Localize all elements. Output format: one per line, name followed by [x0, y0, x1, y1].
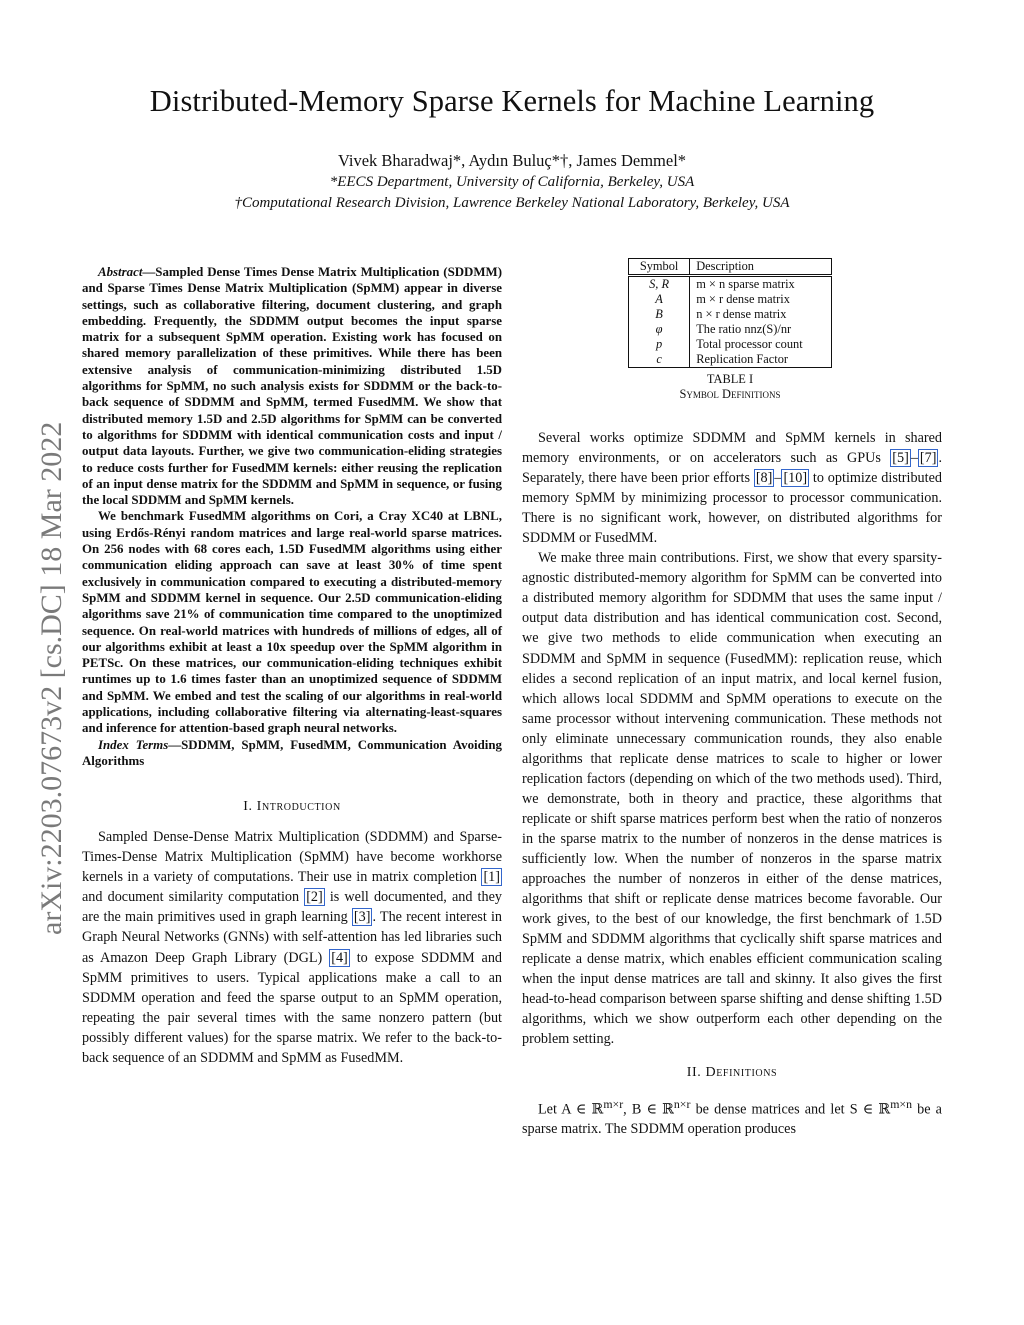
section-heading-definitions: II. Definitions	[686, 1065, 778, 1081]
table-row: B n × r dense matrix	[629, 307, 832, 322]
abstract	[82, 264, 502, 769]
citation-link[interactable]: [4]	[331, 949, 348, 966]
table-header-description: Description	[690, 259, 832, 276]
table-row: c Replication Factor	[629, 352, 832, 368]
abstract-paragraph-1: Abstract—Sampled Dense Times Dense Matrix Multiplication (SDDMM) and Sparse Times Dense Matrix Multiplication (SpMM) appear in diverse settings, such as collaborative filtering, document clustering, and graph embedding. Frequently, the SDDMM output becomes the input sparse matrix for a subsequent SpMM operation. Existing work has focused on shared memory parallelization of these primitives. While there has been extensive analysis of communication-minimizing distributed 1.5D algorithms for SpMM, no such analysis exists for SDDMM or the back-to-back sequence of SDDMM and SpMM, termed FusedMM. We show that distributed memory 1.5D and 2.5D algorithms for SpMM can be converted to algorithms for SDDMM with identical communication costs and input / output data layouts. Further, we give two communication-eliding strategies to reduce costs further for FusedMM kernels: either reusing the replication of an input dense matrix for the SDDMM and SpMM in sequence, or fusing the local SDDMM and SpMM kernels.	[82, 265, 502, 508]
table-header-symbol: Symbol	[629, 259, 690, 276]
citation-link[interactable]: [8]	[755, 470, 773, 487]
citation-link[interactable]: [10]	[783, 470, 808, 487]
index-terms-text: SDDMM, SpMM, FusedMM, Communication Avoiding Algorithms	[82, 737, 502, 768]
table-row: p Total processor count	[629, 337, 832, 352]
right-column	[522, 428, 942, 1139]
index-terms-label: Index Terms	[98, 737, 169, 752]
citation-link[interactable]: [2]	[306, 889, 323, 906]
abstract-text-2: We benchmark FusedMM algorithms on Cori, a Cray XC40 at LBNL, using Erdős-Rényi random matrices and large real-world sparse matrices. On 256 nodes with 68 cores each, 1.5D FusedMM algorithms using either communication eliding approach can save at least 30% of time spent exclusively in communication compared to executing a distributed-memory SpMM and SDDMM kernel in sequence. Our 2.5D communication-eliding algorithms save 21% of communication time compared to the unoptimized sequence. On real-world matrices with hundreds of millions of edges, all of our algorithms exhibit at least a 10x speedup over the SpMM algorithm in PETSc. On these matrices, our communication-eliding techniques exhibit runtimes up to 1.6 times faster than an unoptimized sequence of SDDMM and SpMM. We embed and test the scaling of our algorithms in real-world applications, including collaborative filtering via alternating-least-squares and inference for attention-based graph neural networks.	[82, 509, 502, 736]
index-terms: Index Terms—SDDMM, SpMM, FusedMM, Communication Avoiding Algorithms	[82, 737, 502, 768]
symbol-definitions-table	[628, 258, 832, 368]
table-caption-text: Symbol Definitions	[679, 387, 781, 401]
arxiv-identifier-stamp: arXiv:2203.07673v2 [cs.DC] 18 Mar 2022	[35, 421, 68, 935]
paper-title: Distributed-Memory Sparse Kernels for Machine Learning	[149, 84, 875, 118]
table-caption-label: TABLE I	[706, 372, 754, 386]
intro-paragraph-1: Sampled Dense-Dense Matrix Multiplication (SDDMM) and Sparse-Times-Dense Matrix Multiplication (SpMM) have become workhorse kernels in a variety of computations. Their use in matrix completion [1] and document similarity computation [2] is well documented, and they are the main primitives used in graph learning [3] . The recent interest in Graph Neural Networks (GNNs) with self-attention has led libraries such as Amazon Deep Graph Library (DGL) [4] to expose SDDMM and SpMM primitives to users. Typical applications make a call to an SDDMM operation and feed the sparse output to an SpMM operation, repeating the pair several times with the same nonzero pattern (but possibly different values) for the sparse matrix. We refer to the back-to-back sequence of an SDDMM and SpMM as FusedMM.	[82, 829, 503, 1066]
citation-link[interactable]: [5]	[892, 450, 909, 467]
citation-link[interactable]: [3]	[353, 909, 371, 926]
abstract-text-1: Sampled Dense Times Dense Matrix Multiplication (SDDMM) and Sparse Times Dense Matrix Multiplication (SpMM) appear in diverse settings, such as collaborative filtering, document clustering, and graph embedding. Frequently, the SDDMM output becomes the input sparse matrix for a subsequent SpMM operation. Existing work has focused on shared memory parallelization of these primitives. While there has been extensive analysis of communication-minimizing distributed 1.5D algorithms for SpMM, no such analysis exists for SDDMM or the back-to-back sequence of SDDMM and SpMM, termed FusedMM. We show that distributed memory 1.5D and 2.5D algorithms for SpMM can be converted to algorithms for SDDMM with identical communication costs and input / output data layouts. Further, we give two communication-eliding strategies to reduce costs further for FusedMM kernels: either reusing the replication of an input dense matrix for the SDDMM and SpMM in sequence, or fusing the local SDDMM and SpMM kernels.	[82, 265, 502, 508]
abstract-label: Abstract	[98, 265, 143, 279]
affiliation-eecs: *EECS Department, University of California, Berkeley, USA	[329, 174, 695, 190]
contributions-paragraph: We make three main contributions. First, we show that every sparsity-agnostic distributed-memory algorithm for SpMM can be converted into a distributed memory algorithm for SDDMM that uses the same input / output data distribution and has identical communication cost. Second, we give two methods to elide communication when executing an SDDMM and SpMM in sequence (FusedMM): replication reuse, which elides a second replication of an input matrix, and local kernel fusion, which allows local SDDMM and SpMM operations to execute on the same processor without intervening communication. These methods not only eliminate unnecessary communication rounds, they also enable algorithms that replicate dense matrices to scale to higher or lower replication factors (depending on which of the two methods used). Third, we demonstrate, both in theory and practice, these algorithms that replicate or shift sparse matrices perform best when the ratio of nonzeros in the sparse matrix to the number of nonzeros in the dense matrices is sufficiently low. When the number of nonzeros in the sparse matrix approaches the number of nonzeros in either of the dense matrices, algorithms that shift or replicate dense matrices become favorable. Our work gives, to the best of our knowledge, the first benchmark of 1.5D SpMM and SDDMM algorithms that cyclically shift sparse matrices and replicate a dense matrix, which enables efficient communication scaling when the input dense matrices are tall and skinny. It also gives the first head-to-head comparison between sparse shifting and dense shifting 1.5D algorithms, which we show outperform each other depending on the problem setting.	[522, 550, 942, 1048]
author-list: Vivek Bharadwaj*, Aydın Buluç*†, James Demmel*	[337, 151, 687, 170]
definitions-paragraph: Let A ∈ ℝ$^{m\times r}$, B ∈ ℝ$^{n\times r}$ be dense matrices and let S ∈ ℝ$^{m\times n}$ be a sparse matrix. The SDDMM operation produces	[522, 1096, 942, 1138]
citation-link[interactable]: [7]	[919, 450, 937, 467]
abstract-paragraph-2	[82, 508, 502, 736]
right-paragraph-1: Several works optimize SDDMM and SpMM kernels in shared memory environments, or on accelerators such as GPUs [5] – [7] . Separately, there have been prior efforts [8] – [10] to optimize distributed memory SpMM by minimizing processor to processor communication. There is no significant work, however, on distributed algorithms for SDDMM or FusedMM.	[522, 430, 942, 547]
table-row: A m × r dense matrix	[629, 292, 832, 307]
citation-link[interactable]: [1]	[483, 869, 500, 886]
section-heading-introduction: I. Introduction	[243, 799, 341, 815]
table-row: S, R m × n sparse matrix	[629, 276, 832, 293]
table-row: φ The ratio nnz(S)/nr	[629, 322, 832, 337]
affiliation-lbnl: †Computational Research Division, Lawrence Berkeley National Laboratory, Berkeley, USA	[234, 195, 790, 211]
left-column	[82, 264, 502, 1068]
